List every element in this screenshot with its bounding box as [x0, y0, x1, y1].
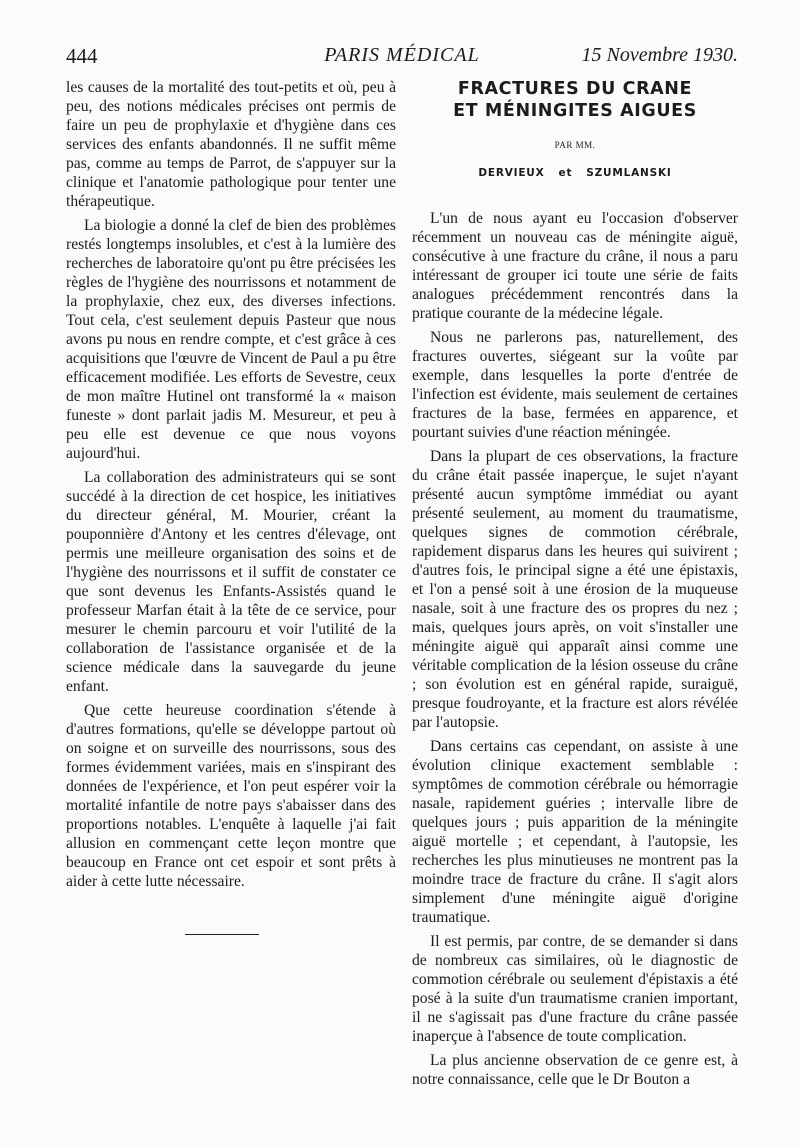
byline-prefix: PAR MM.	[554, 140, 596, 150]
article-title-line-2: ET MÉNINGITES AIGUES	[453, 101, 697, 121]
right-column	[412, 78, 738, 1090]
issue-date: 15 Novembre 1930.	[581, 44, 738, 66]
author-conjunction: et	[558, 167, 573, 179]
body-paragraph: Dans certains cas cependant, on assiste à une évolution clinique exactement semblable : symptômes de commotion cérébrale ou hémorragie nasale, rapidement guéries ; intervalle libre de quelques jours ; puis apparition de la méningite aiguë mortelle ; et cependant, à l'autopsie, les recherches les plus minutieuses ne montrent pas la moindre trace de fracture du crâne. Il s'agit alors simplement d'une méningite aiguë d'origine traumatique.	[412, 738, 738, 926]
body-paragraph: L'un de nous ayant eu l'occasion d'observer récemment un nouveau cas de méningite aiguë, consécutive à une fracture du crâne, il nous a paru intéressant de grouper ici toute une série de faits analogues précédemment rencontrés dans la pratique courante de la médecine légale.	[412, 210, 738, 322]
body-paragraph: La plus ancienne observation de ce genre est, à notre connaissance, celle que le Dr Bouton a	[412, 1052, 738, 1088]
body-paragraph: Nous ne parlerons pas, naturellement, des fractures ouvertes, siégeant sur la voûte par exemple, dans lesquelles la porte d'entrée de l'infection est évidente, mais seulement de certaines fractures de la base, fermées en apparence, et pourtant suivies d'une réaction méningée.	[412, 329, 738, 441]
author-1: DERVIEUX	[478, 167, 545, 179]
page-number: 444	[66, 44, 98, 68]
body-paragraph: Il est permis, par contre, de se demander si dans de nombreux cas similaires, où le diagnostic de commotion cérébrale ou seulement d'épistaxis a été posé à la suite d'un traumatisme cranien important, il ne s'agissait pas d'une fracture du crâne passée inaperçue à l'absence de toute complication.	[412, 933, 738, 1045]
article-title	[412, 78, 738, 122]
body-paragraph: les causes de la mortalité des tout-petits et où, peu à peu, des notions médicales précises ont permis de faire un peu de prophylaxie et d'hygiène dans ces services des enfants abandonnés. Il ne suffit même pas, comme au temps de Parrot, de s'appuyer sur la clinique et l'anatomie pathologique pour tenter une thérapeutique.	[66, 79, 396, 210]
body-paragraph: Dans la plupart de ces observations, la fracture du crâne était passée inaperçue, le sujet n'ayant présenté aucun symptôme immédiat ou ayant présenté seulement, au moment du traumatisme, quelques signes de commotion cérébrale, rapidement disparus dans les heures qui suivirent ; d'autres fois, le principal signe a été une épistaxis, et l'on a pensé soit à une érosion de la muqueuse nasale, soit à une fracture des os propres du nez ; mais, quelques jours après, on voit s'installer une méningite aiguë qui apparaît ainsi comme une véritable complication de la lésion osseuse du crâne ; son évolution est en général rapide, suraiguë, presque foudroyante, et la fracture est alors révélée par l'autopsie.	[412, 448, 738, 731]
author-2: SZUMLANSKI	[586, 167, 672, 179]
article-authors	[412, 164, 738, 183]
body-paragraph: La biologie a donné la clef de bien des problèmes restés longtemps insolubles, et c'est à la lumière des recherches de laboratoire qu'ont pu être précisées les règles de l'hygiène des nourrissons et notamment de la prophylaxie, chez eux, des diverses infections. Tout cela, c'est seulement depuis Pasteur que nous avons pu nous en rendre compte, et c'est grâce à ces acquisitions que l'œuvre de Vincent de Paul a pu être efficacement modifiée. Les efforts de Sevestre, ceux de mon maître Hutinel ont transformé la « maison funeste » dont parlait jadis M. Mesureur, et peu à peu elle est devenue ce que nous voyons aujourd'hui.	[66, 217, 396, 462]
journal-title: PARIS MÉDICAL	[324, 44, 480, 66]
section-divider	[185, 934, 259, 935]
left-column	[66, 78, 396, 892]
body-paragraph: Que cette heureuse coordination s'étende à d'autres formations, qu'elle se développe partout où on soigne et on surveille des nourrissons, sous des formes évidemment variées, mais en s'inspirant des données de l'expérience, et l'on peut espérer voir la mortalité infantile de notre pays s'abaisser dans des proportions notables. L'enquête à laquelle j'ai fait allusion en commençant cette leçon montre que beaucoup en France ont cet espoir et sont prêts à aider à cette lutte nécessaire.	[66, 702, 396, 890]
article-title-line-1: FRACTURES DU CRANE	[457, 79, 693, 99]
page-header	[66, 44, 738, 70]
body-paragraph: La collaboration des administrateurs qui se sont succédé à la direction de cet hospice, les initiatives du directeur général, M. Mourier, créant la pouponnière d'Antony et les centres d'élevage, ont permis une meilleure organisation des soins et de l'hygiène des nourrissons et il suffit de constater ce que sont devenus les Enfants-Assistés quand le professeur Marfan était à la tête de ce service, pour mesurer le chemin parcouru et voir l'utilité de la collaboration de l'assistance organisée et de la science médicale dans la sauvegarde du jeune enfant.	[66, 469, 396, 695]
